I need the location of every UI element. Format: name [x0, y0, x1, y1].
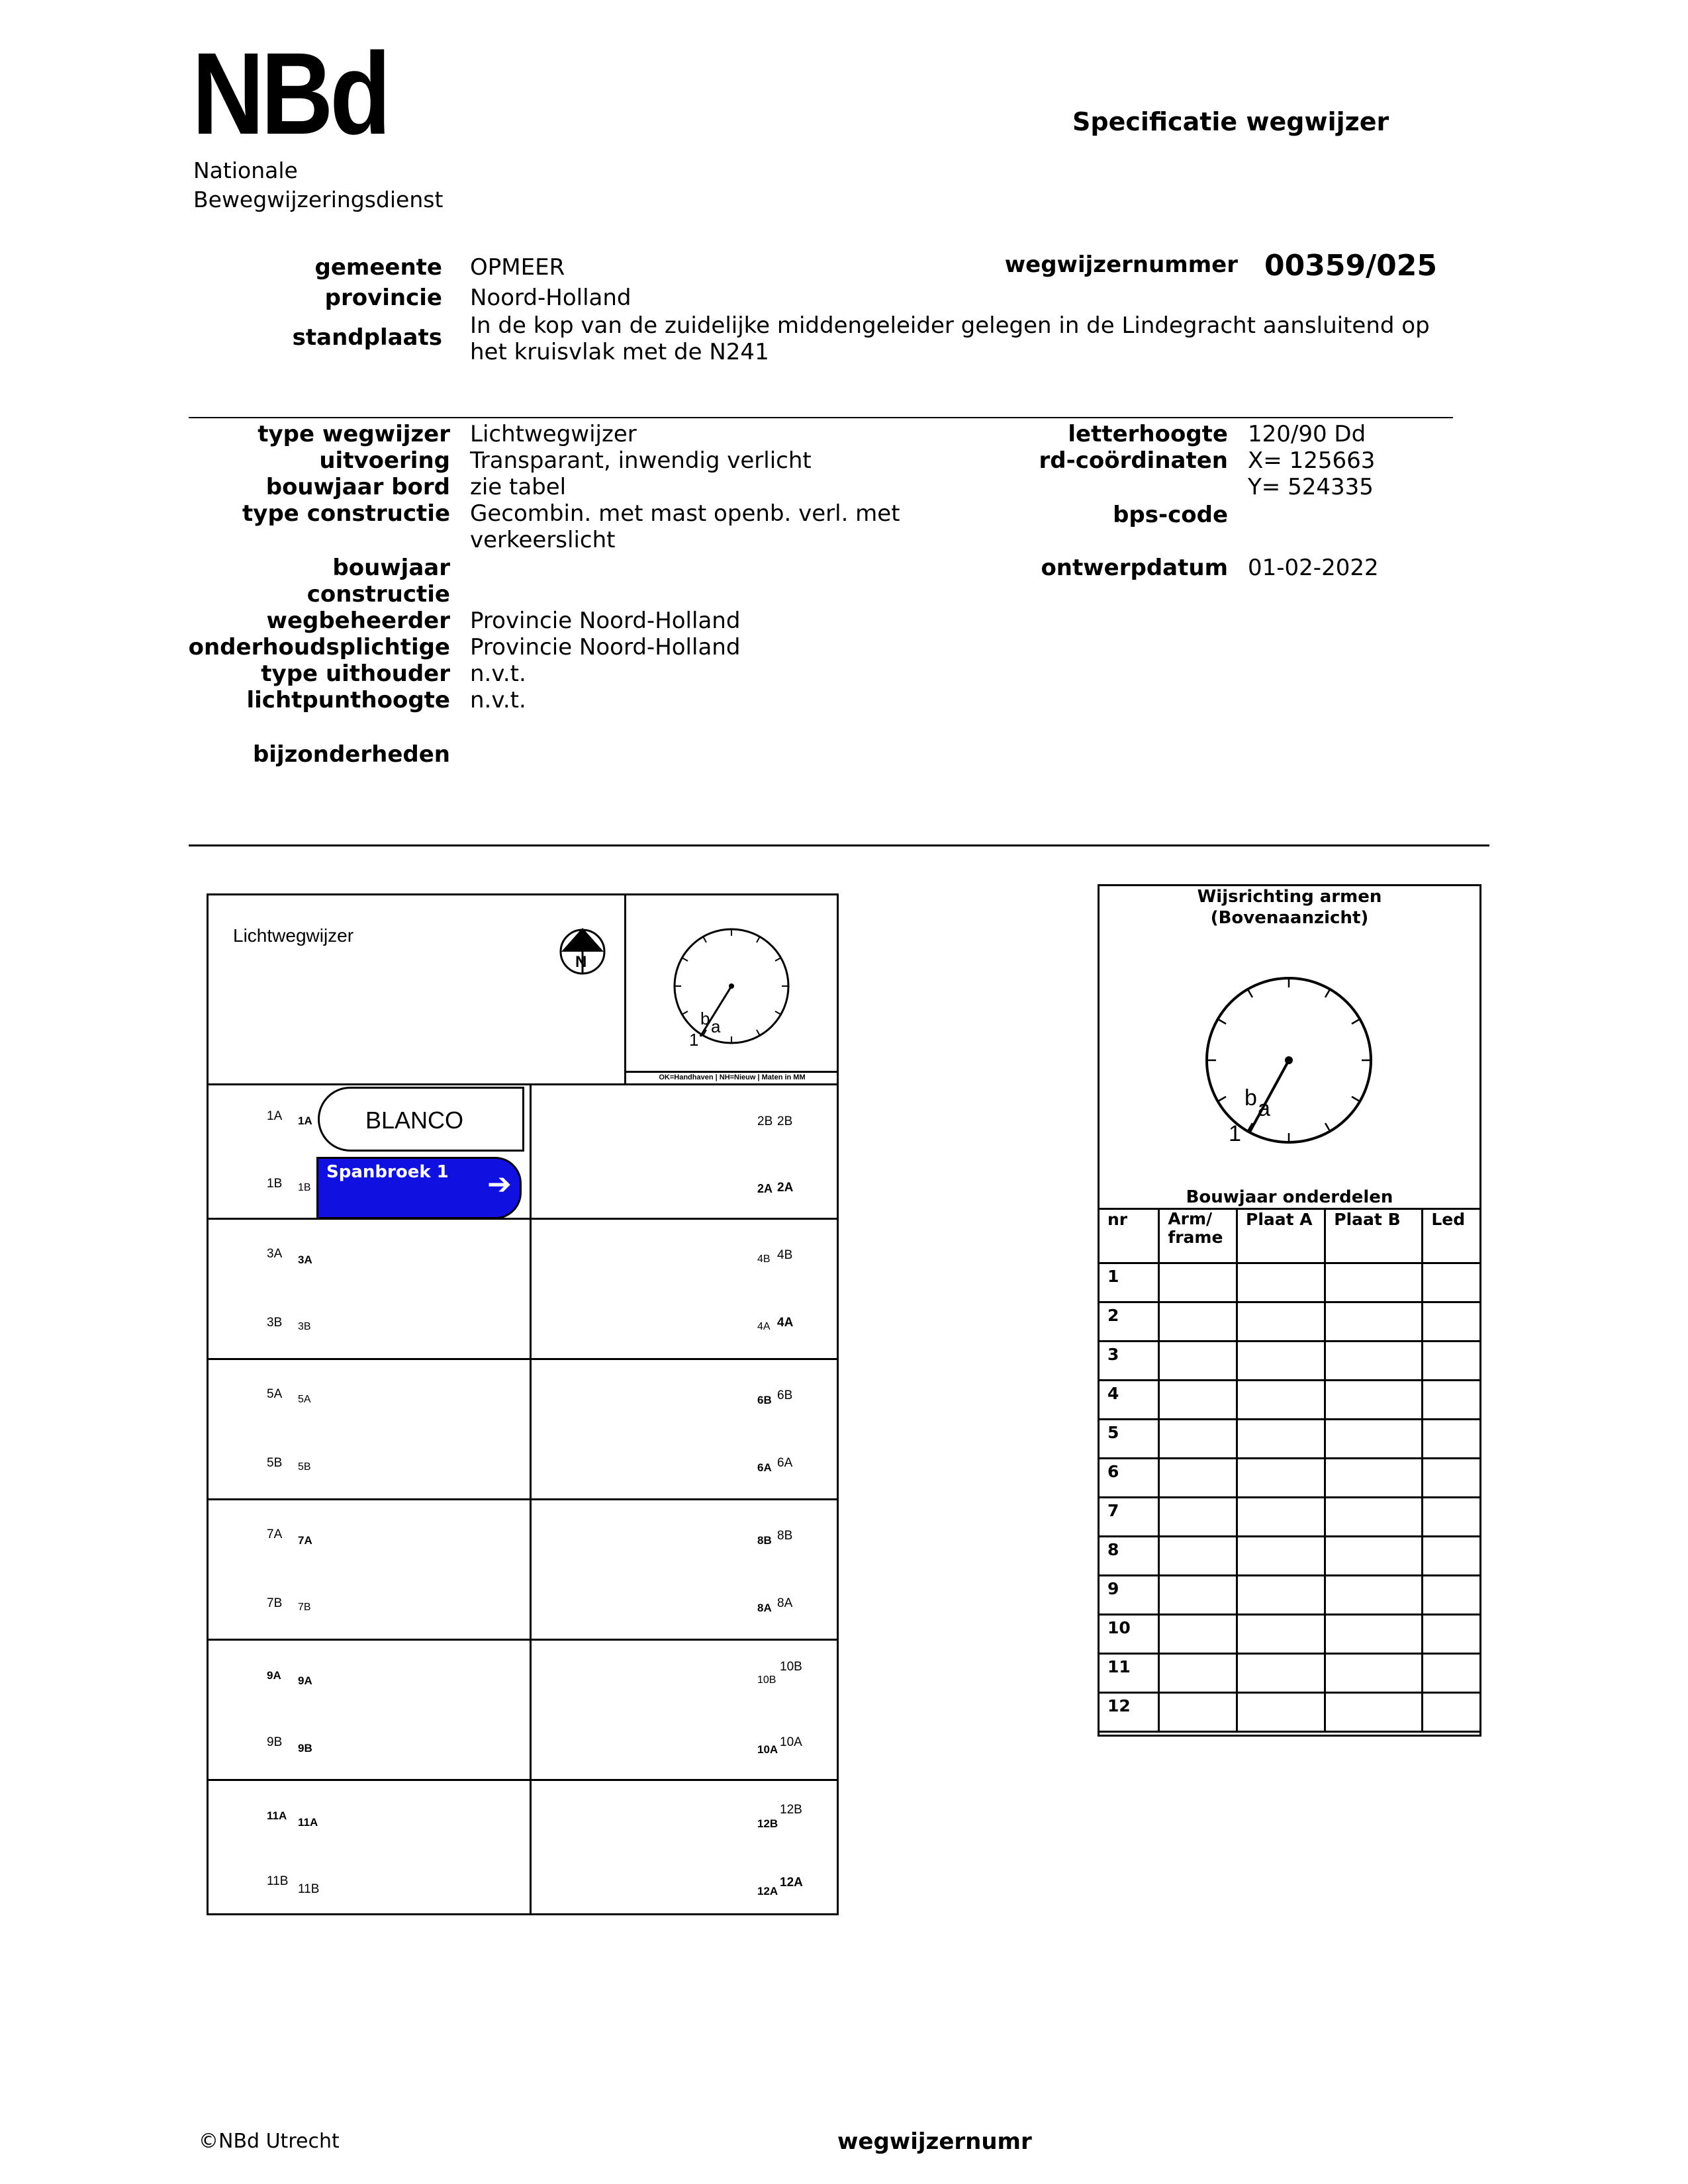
drawing-divider-v-top	[624, 893, 626, 1085]
drawing-caption: OK=Handhaven | NH=Nieuw | Maten in MM	[659, 1073, 806, 1081]
slot-1A: 1A	[267, 1109, 283, 1123]
footer-copyright: ©NBd Utrecht	[199, 2130, 340, 2153]
bouwjaar-cell-plaat-a	[1237, 1537, 1325, 1576]
slot-2B: 2B	[777, 1115, 793, 1128]
bouwjaar-cell-plaat-b	[1325, 1459, 1423, 1498]
bouwjaar-row-nr: 5	[1099, 1420, 1159, 1459]
slot-11B: 11B	[267, 1874, 289, 1888]
bouwjaar-row	[1099, 1615, 1481, 1654]
bouwjaar-row	[1099, 1654, 1481, 1693]
bouwjaar-row-nr: 7	[1099, 1498, 1159, 1537]
bouwjaar-cell-plaat-a	[1237, 1420, 1325, 1459]
org-name-line1: Nationale	[193, 158, 298, 183]
type-constructie-line1: Gecombin. met mast openb. verl. met	[470, 500, 900, 527]
divider-bottom	[189, 844, 1489, 846]
bouwjaar-cell-plaat-a	[1237, 1576, 1325, 1615]
slot-10B: 10B	[780, 1660, 802, 1674]
bouwjaar-cell-plaat-a	[1237, 1302, 1325, 1342]
slot-1A-inner: 1A	[298, 1115, 312, 1127]
wegwijzernummer-label: wegwijzernummer	[1004, 251, 1238, 278]
slot-8A: 8A	[777, 1596, 793, 1610]
bouwjaar-constructie-label2: constructie	[306, 581, 450, 608]
footer-number: wegwijzernumr	[837, 2128, 1032, 2155]
row-line-5	[207, 1779, 839, 1781]
bouwjaar-cell-arm	[1159, 1459, 1237, 1498]
type-constructie-label: type constructie	[242, 500, 450, 527]
bouwjaar-cell-plaat-b	[1325, 1615, 1423, 1654]
bouwjaar-cell-plaat-b	[1325, 1693, 1423, 1732]
type-uithouder-value: n.v.t.	[470, 660, 526, 687]
slot-6A-inner: 6A	[757, 1461, 772, 1474]
standplaats-line2: het kruisvlak met de N241	[470, 339, 769, 365]
slot-11B-inner: 11B	[298, 1882, 320, 1896]
onderhoudsplichtige-value: Provincie Noord-Holland	[470, 634, 741, 660]
bouwjaar-row-nr: 4	[1099, 1381, 1159, 1420]
ontwerpdatum-label: ontwerpdatum	[1041, 555, 1228, 581]
lichtpunthoogte-label: lichtpunthoogte	[246, 687, 450, 713]
slot-10A: 10A	[780, 1735, 802, 1749]
slot-8A-inner: 8A	[757, 1602, 772, 1614]
bouwjaar-row	[1099, 1420, 1481, 1459]
wijsrichting-title: Wijsrichting armen	[1197, 887, 1382, 907]
bouwjaar-cell-led	[1423, 1576, 1481, 1615]
letterhoogte-label: letterhoogte	[1068, 421, 1228, 447]
bouwjaar-row	[1099, 1498, 1481, 1537]
bouwjaar-cell-plaat-a	[1237, 1615, 1325, 1654]
bouwjaar-cell-plaat-a	[1237, 1693, 1325, 1732]
north-label: N	[575, 953, 587, 971]
bouwjaar-cell-arm	[1159, 1420, 1237, 1459]
type-wegwijzer-label: type wegwijzer	[258, 421, 450, 447]
row-line-4	[207, 1639, 839, 1641]
bouwjaar-row-nr: 2	[1099, 1302, 1159, 1342]
bouwjaar-cell-led	[1423, 1459, 1481, 1498]
slot-3A-inner: 3A	[298, 1253, 312, 1266]
lichtpunthoogte-value: n.v.t.	[470, 687, 526, 713]
type-wegwijzer-value: Lichtwegwijzer	[470, 421, 637, 447]
bouwjaar-cell-plaat-b	[1325, 1263, 1423, 1302]
slot-10A-inner: 10A	[757, 1743, 778, 1756]
slot-8B-inner: 8B	[757, 1534, 772, 1547]
divider-top	[189, 417, 1453, 418]
slot-9A: 9A	[267, 1669, 281, 1682]
slot-4A-inner: 4A	[757, 1321, 771, 1332]
type-constructie-line2: verkeerslicht	[470, 527, 616, 553]
bouwjaar-table	[1098, 1208, 1481, 1733]
gemeente-label: gemeente	[314, 254, 442, 281]
letterhoogte-value: 120/90 Dd	[1248, 421, 1366, 447]
slot-9A-inner: 9A	[298, 1674, 312, 1687]
col-arm-line1: Arm/	[1168, 1209, 1213, 1228]
slot-5A: 5A	[267, 1387, 283, 1401]
slot-12A-inner: 12A	[757, 1885, 778, 1897]
wegbeheerder-label: wegbeheerder	[266, 608, 450, 634]
bouwjaar-cell-arm	[1159, 1693, 1237, 1732]
drawing-title: Lichtwegwijzer	[233, 925, 354, 946]
bouwjaar-row	[1099, 1459, 1481, 1498]
bouwjaar-cell-led	[1423, 1420, 1481, 1459]
bouwjaar-cell-arm	[1159, 1576, 1237, 1615]
bouwjaar-cell-arm	[1159, 1302, 1237, 1342]
rd-coordinaten-label: rd-coördinaten	[1039, 447, 1228, 474]
bouwjaar-cell-plaat-a	[1237, 1459, 1325, 1498]
bouwjaar-cell-plaat-a	[1237, 1342, 1325, 1381]
col-plaat-a-header: Plaat A	[1237, 1209, 1325, 1263]
bouwjaar-cell-arm	[1159, 1263, 1237, 1302]
bouwjaar-cell-plaat-b	[1325, 1342, 1423, 1381]
slot-8B: 8B	[777, 1529, 793, 1543]
sign-text: Spanbroek 1	[326, 1162, 449, 1182]
col-nr-header: nr	[1099, 1209, 1159, 1263]
slot-7B: 7B	[267, 1596, 283, 1610]
rd-x-value: X= 125663	[1248, 447, 1376, 474]
bouwjaar-header-row	[1099, 1209, 1481, 1263]
slot-1B-inner: 1B	[298, 1182, 311, 1193]
bouwjaar-cell-arm	[1159, 1342, 1237, 1381]
wijsrichting-subtitle: (Bovenaanzicht)	[1210, 908, 1369, 928]
bouwjaar-cell-led	[1423, 1498, 1481, 1537]
document-title: Specificatie wegwijzer	[1072, 107, 1389, 136]
bouwjaar-row-nr: 11	[1099, 1654, 1159, 1693]
row-line-2	[207, 1358, 839, 1360]
slot-6A: 6A	[777, 1456, 793, 1470]
nbd-logo: NBd	[192, 29, 388, 159]
small-dial-icon	[669, 923, 794, 1049]
slot-1B: 1B	[267, 1177, 283, 1191]
bouwjaar-cell-arm	[1159, 1537, 1237, 1576]
bouwjaar-body	[1099, 1263, 1481, 1732]
bouwjaar-row-nr: 8	[1099, 1537, 1159, 1576]
slot-3B: 3B	[267, 1316, 283, 1330]
slot-3A: 3A	[267, 1247, 283, 1261]
bouwjaar-cell-led	[1423, 1381, 1481, 1420]
bps-code-label: bps-code	[1113, 502, 1228, 528]
small-dial-b: b	[700, 1009, 710, 1028]
slot-9B: 9B	[267, 1735, 283, 1749]
bouwjaar-cell-arm	[1159, 1498, 1237, 1537]
slot-5B: 5B	[267, 1456, 283, 1470]
rd-y-value: Y= 524335	[1248, 474, 1374, 500]
bouwjaar-cell-plaat-a	[1237, 1381, 1325, 1420]
bouwjaar-cell-plaat-b	[1325, 1420, 1423, 1459]
uitvoering-value: Transparant, inwendig verlicht	[470, 447, 812, 474]
bouwjaar-cell-plaat-b	[1325, 1576, 1423, 1615]
bouwjaar-cell-led	[1423, 1693, 1481, 1732]
bouwjaar-row	[1099, 1693, 1481, 1732]
col-arm-line2: frame	[1168, 1228, 1223, 1247]
slot-6B: 6B	[777, 1388, 793, 1402]
arrow-right-icon: ➔	[487, 1167, 512, 1201]
col-led-header: Led	[1423, 1209, 1481, 1263]
bouwjaar-cell-led	[1423, 1302, 1481, 1342]
slot-4A: 4A	[777, 1316, 794, 1330]
bouwjaar-cell-arm	[1159, 1381, 1237, 1420]
onderhoudsplichtige-label: onderhoudsplichtige	[188, 634, 450, 660]
bouwjaar-row-nr: 10	[1099, 1615, 1159, 1654]
slot-6B-inner: 6B	[757, 1394, 772, 1406]
bouwjaar-cell-plaat-b	[1325, 1381, 1423, 1420]
bouwjaar-bord-label: bouwjaar bord	[265, 474, 450, 500]
slot-11A-inner: 11A	[298, 1816, 318, 1829]
large-dial-1: 1	[1229, 1121, 1241, 1146]
provincie-label: provincie	[324, 285, 442, 311]
slot-7B-inner: 7B	[298, 1602, 311, 1613]
col-arm-header	[1159, 1209, 1237, 1263]
large-dial-icon	[1201, 973, 1376, 1148]
row-line-1	[207, 1218, 839, 1220]
large-dial-b: b	[1244, 1085, 1257, 1111]
col-plaat-b-header: Plaat B	[1325, 1209, 1423, 1263]
slot-5A-inner: 5A	[298, 1394, 311, 1405]
bouwjaar-row	[1099, 1302, 1481, 1342]
bouwjaar-row	[1099, 1381, 1481, 1420]
bouwjaar-cell-plaat-a	[1237, 1263, 1325, 1302]
bouwjaar-cell-led	[1423, 1654, 1481, 1693]
bouwjaar-cell-led	[1423, 1537, 1481, 1576]
slot-11A: 11A	[267, 1809, 287, 1822]
bouwjaar-cell-plaat-b	[1325, 1302, 1423, 1342]
slot-7A: 7A	[267, 1527, 283, 1541]
bouwjaar-cell-arm	[1159, 1654, 1237, 1693]
wegbeheerder-value: Provincie Noord-Holland	[470, 608, 741, 634]
provincie-value: Noord-Holland	[470, 285, 632, 311]
slot-9B-inner: 9B	[298, 1742, 312, 1754]
row-line-3	[207, 1498, 839, 1500]
bouwjaar-cell-plaat-a	[1237, 1498, 1325, 1537]
bouwjaar-row	[1099, 1537, 1481, 1576]
slot-2A-inner: 2A	[757, 1182, 773, 1195]
slot-4B-inner: 4B	[757, 1253, 771, 1265]
bouwjaar-row-nr: 3	[1099, 1342, 1159, 1381]
uitvoering-label: uitvoering	[319, 447, 450, 474]
gemeente-value: OPMEER	[470, 254, 565, 281]
caption-divider	[624, 1071, 839, 1073]
slot-7A-inner: 7A	[298, 1534, 312, 1547]
type-uithouder-label: type uithouder	[261, 660, 450, 687]
slot-5B-inner: 5B	[298, 1461, 311, 1473]
bouwjaar-row	[1099, 1342, 1481, 1381]
bouwjaar-row-nr: 6	[1099, 1459, 1159, 1498]
bouwjaar-cell-led	[1423, 1615, 1481, 1654]
bouwjaar-row-nr: 1	[1099, 1263, 1159, 1302]
slot-10B-inner: 10B	[757, 1674, 776, 1686]
bouwjaar-row	[1099, 1576, 1481, 1615]
small-dial-a: a	[711, 1017, 721, 1036]
ontwerpdatum-value: 01-02-2022	[1248, 555, 1379, 581]
blanco-label: BLANCO	[365, 1107, 464, 1134]
bouwjaar-cell-plaat-b	[1325, 1537, 1423, 1576]
slot-12B-inner: 12B	[757, 1817, 778, 1830]
bouwjaar-title: Bouwjaar onderdelen	[1186, 1187, 1393, 1207]
bouwjaar-constructie-label1: bouwjaar	[332, 555, 450, 581]
slot-2B-inner: 2B	[757, 1115, 773, 1128]
bouwjaar-cell-arm	[1159, 1615, 1237, 1654]
slot-12A: 12A	[780, 1876, 803, 1889]
org-name-line2: Bewegwijzeringsdienst	[193, 187, 444, 212]
bouwjaar-row-nr: 12	[1099, 1693, 1159, 1732]
bouwjaar-cell-led	[1423, 1263, 1481, 1302]
standplaats-label: standplaats	[292, 324, 442, 351]
large-dial-a: a	[1258, 1096, 1270, 1121]
slot-12B: 12B	[780, 1803, 802, 1817]
small-dial-1: 1	[689, 1030, 699, 1050]
bouwjaar-cell-led	[1423, 1342, 1481, 1381]
slot-2A: 2A	[777, 1181, 794, 1195]
bijzonderheden-label: bijzonderheden	[252, 741, 450, 768]
slot-3B-inner: 3B	[298, 1321, 311, 1332]
slot-4B: 4B	[777, 1248, 793, 1262]
bouwjaar-row-nr: 9	[1099, 1576, 1159, 1615]
bouwjaar-bord-value: zie tabel	[470, 474, 567, 500]
bouwjaar-cell-plaat-b	[1325, 1498, 1423, 1537]
drawing-divider-h	[207, 1083, 839, 1085]
bouwjaar-row	[1099, 1263, 1481, 1302]
bouwjaar-cell-plaat-b	[1325, 1654, 1423, 1693]
bouwjaar-cell-plaat-a	[1237, 1654, 1325, 1693]
wegwijzernummer-value: 00359/025	[1264, 249, 1437, 283]
standplaats-line1: In de kop van de zuidelijke middengeleider gelegen in de Lindegracht aansluitend op	[470, 312, 1430, 339]
